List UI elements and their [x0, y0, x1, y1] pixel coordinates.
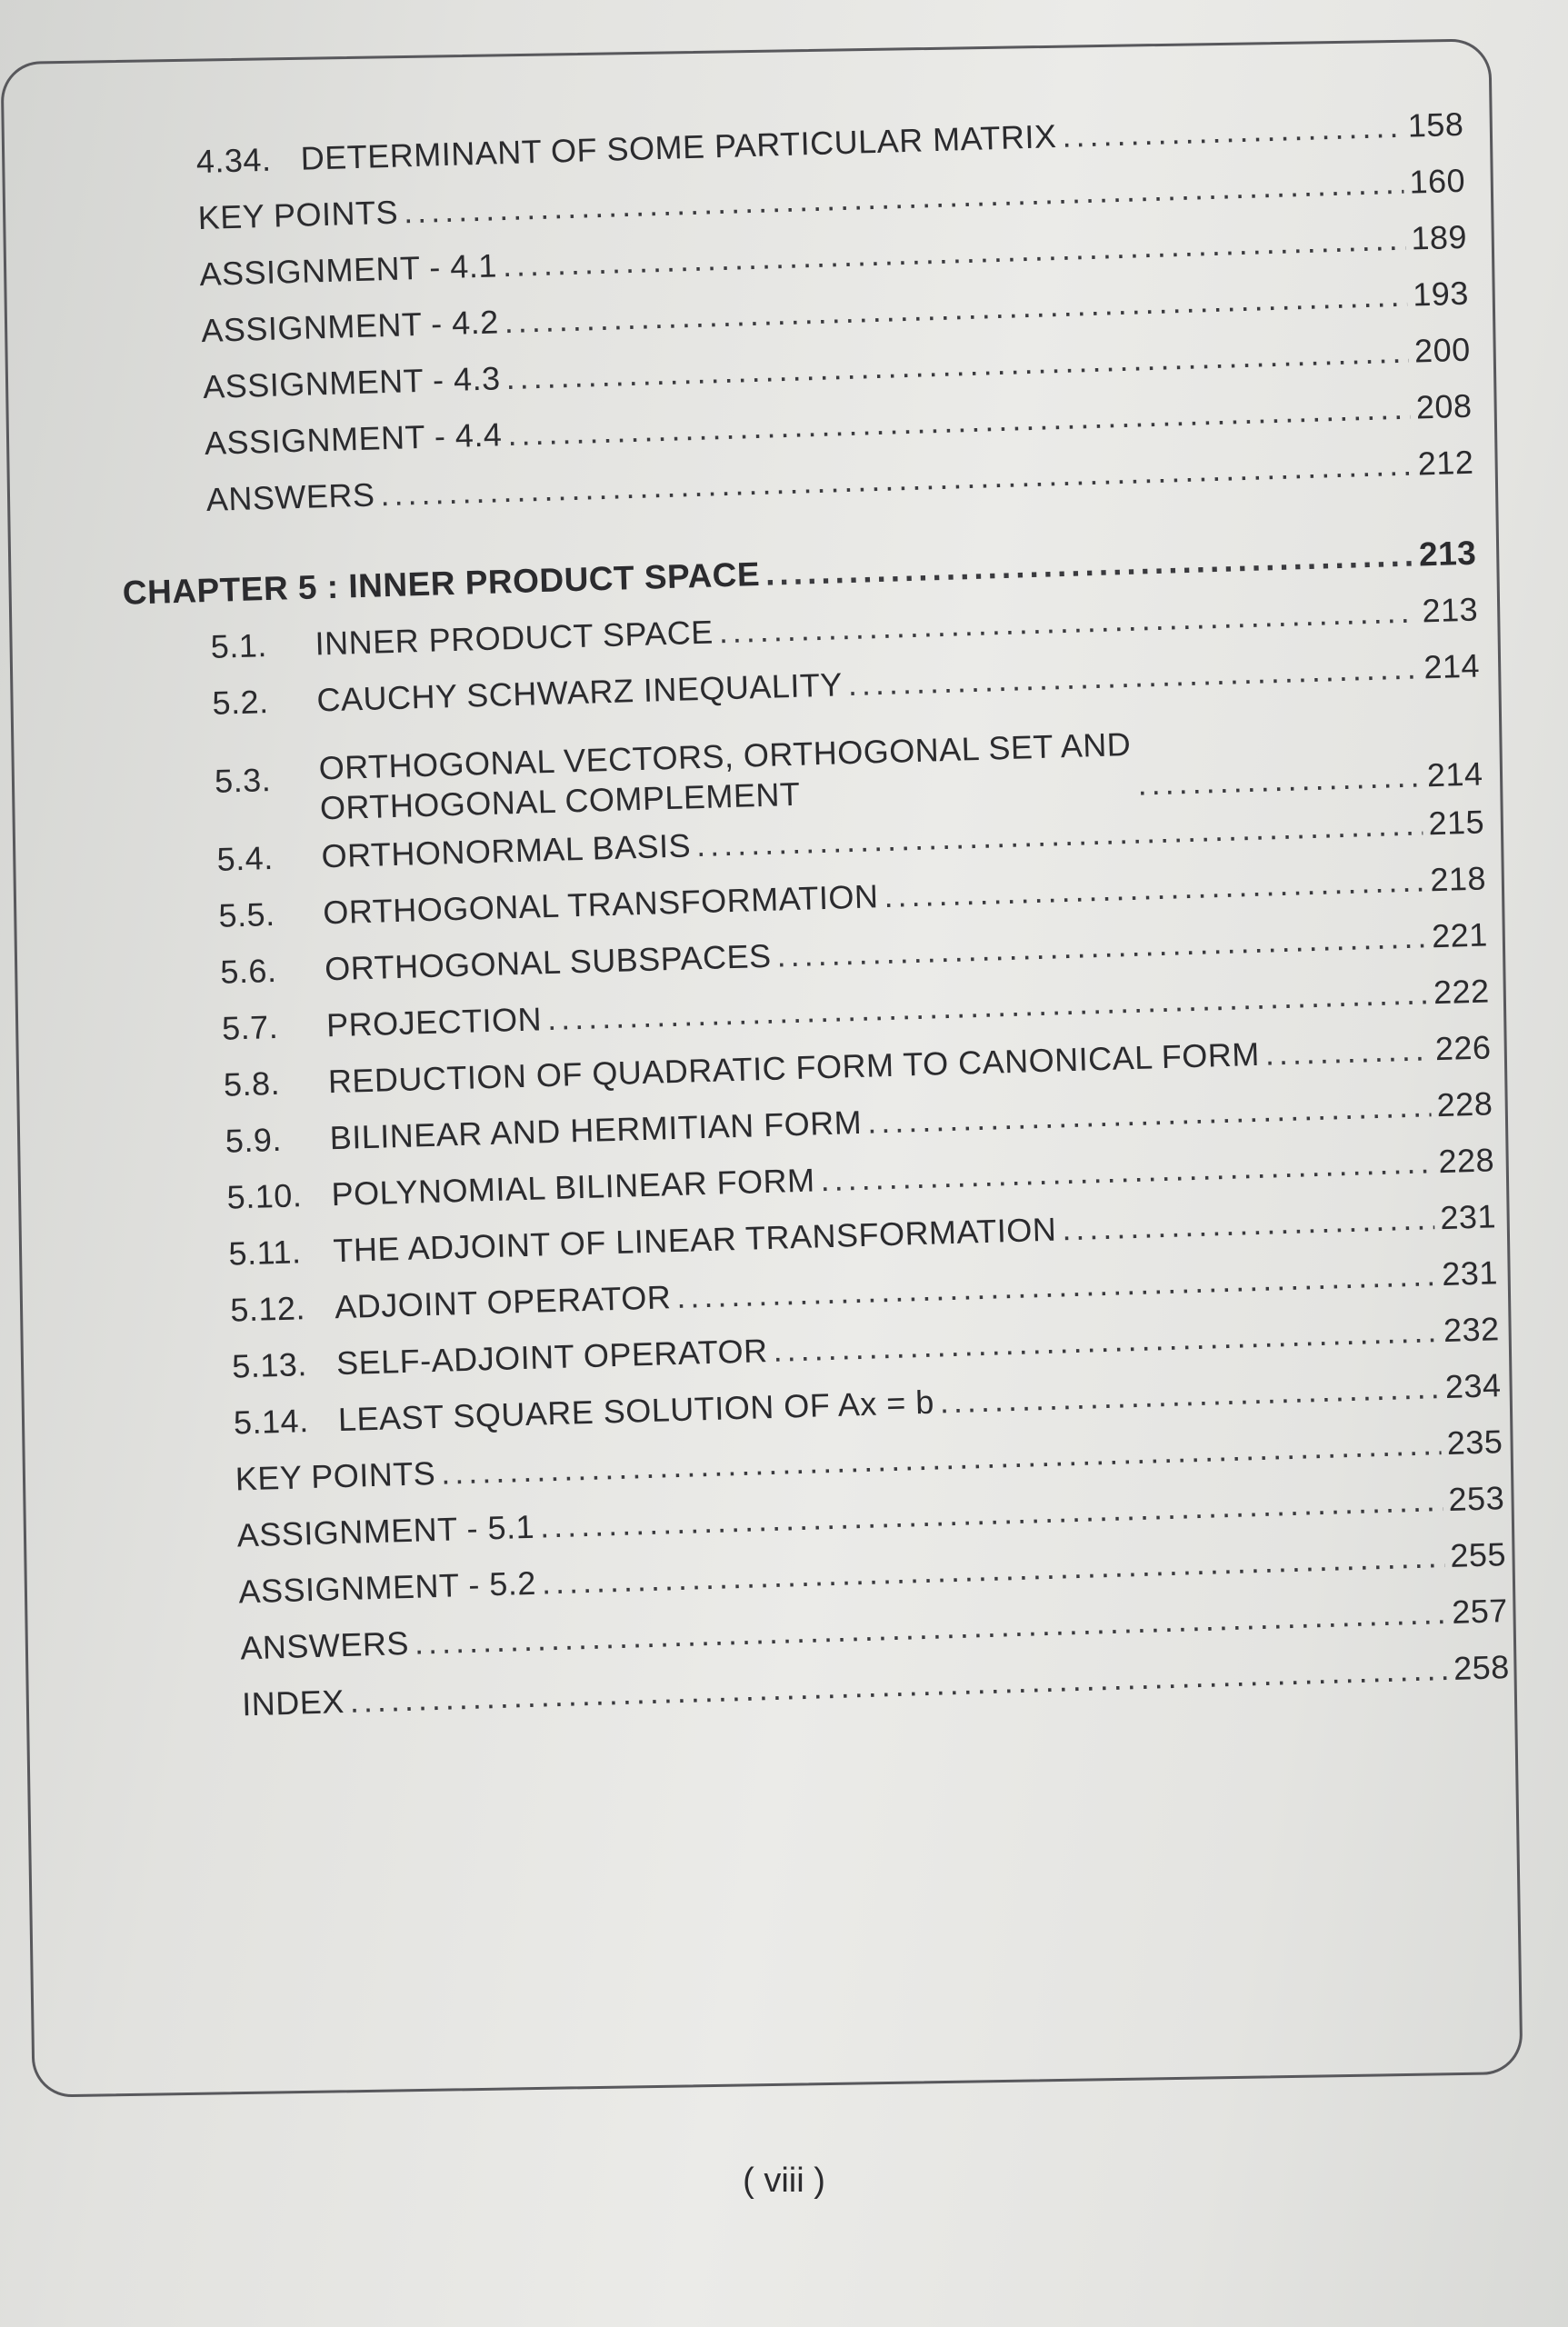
section-number: 5.10.	[226, 1176, 303, 1216]
section-title: ASSIGNMENT - 4.4	[204, 415, 503, 463]
section-title: ASSIGNMENT - 4.1	[198, 246, 498, 294]
section-number: 5.14.	[233, 1402, 310, 1442]
page-number: 234	[1444, 1366, 1503, 1405]
section-title-line-1: ORTHOGONAL VECTORS, ORTHOGONAL SET AND	[318, 724, 1132, 787]
section-title: ASSIGNMENT - 4.2	[200, 303, 500, 350]
section-title: DETERMINANT OF SOME PARTICULAR MATRIX	[300, 117, 1057, 177]
section-title: INNER PRODUCT SPACE	[315, 613, 714, 663]
section-number: 5.8.	[223, 1064, 281, 1104]
section-title: PROJECTION	[325, 1000, 543, 1044]
section-title: CAUCHY SCHWARZ INEQUALITY	[315, 665, 844, 719]
section-number: 4.34.	[195, 140, 273, 181]
page-number: 218	[1429, 859, 1487, 899]
section-title: ADJOINT OPERATOR	[334, 1278, 672, 1326]
section-number: 5.12.	[229, 1289, 306, 1329]
page-number: 228	[1437, 1141, 1495, 1181]
page-number: 214	[1423, 646, 1481, 686]
leader-dots	[1264, 1021, 1431, 1082]
chapter-title: CHAPTER 5 : INNER PRODUCT SPACE	[122, 554, 761, 612]
section-title-line-2: ORTHOGONAL COMPLEMENT	[319, 774, 801, 827]
section-number: 5.2.	[211, 683, 270, 722]
page-number: 235	[1446, 1423, 1503, 1462]
page-number: 215	[1427, 803, 1485, 843]
page-number: 193	[1412, 274, 1470, 314]
section-title: ORTHOGONAL SUBSPACES	[324, 936, 773, 988]
section-number: 5.9.	[225, 1120, 283, 1160]
section-title: ANSWERS	[205, 475, 375, 518]
page-number: 213	[1418, 534, 1477, 574]
page-number: 160	[1408, 161, 1466, 201]
section-title: REDUCTION OF QUADRATIC FORM TO CANONICAL FORM	[327, 1034, 1261, 1101]
section-number: 5.1.	[210, 626, 268, 665]
section-title: THE ADJOINT OF LINEAR TRANSFORMATION	[332, 1210, 1057, 1270]
section-number: 5.5.	[217, 894, 276, 934]
section-title: ASSIGNMENT - 5.2	[237, 1563, 537, 1611]
page-folio: ( viii )	[743, 2162, 825, 2200]
section-title: ASSIGNMENT - 5.1	[236, 1507, 535, 1554]
page-number: 221	[1431, 915, 1489, 955]
section-title: KEY POINTS	[197, 193, 399, 237]
page-number: 231	[1439, 1197, 1497, 1237]
section-number: 5.3.	[214, 761, 272, 800]
section-title: ORTHONORMAL BASIS	[320, 826, 692, 875]
section-title: SELF-ADJOINT OPERATOR	[335, 1332, 769, 1383]
page-number: 212	[1417, 443, 1474, 483]
page-number: 232	[1443, 1310, 1501, 1350]
section-title: POLYNOMIAL BILINEAR FORM	[331, 1161, 816, 1213]
section-number: 5.11.	[227, 1233, 303, 1273]
section-title: LEAST SQUARE SOLUTION OF Ax = b	[337, 1383, 935, 1439]
leader-dots	[1061, 98, 1403, 165]
section-title: ORTHOGONAL TRANSFORMATION	[322, 877, 879, 932]
page-number: 214	[1426, 754, 1484, 794]
page-number: 222	[1433, 972, 1491, 1012]
section-number: 5.7.	[221, 1007, 279, 1047]
page-number: 158	[1407, 105, 1464, 145]
section-title: INDEX	[241, 1683, 345, 1723]
section-title: ASSIGNMENT - 4.3	[202, 359, 502, 406]
page-number: 257	[1451, 1592, 1509, 1631]
section-title: ANSWERS	[239, 1623, 410, 1667]
table-of-contents	[109, 96, 1511, 1735]
page-number: 213	[1421, 590, 1479, 630]
section-title: BILINEAR AND HERMITIAN FORM	[329, 1103, 863, 1157]
page-number: 200	[1413, 330, 1472, 370]
section-number: 5.13.	[231, 1345, 308, 1385]
page-number: 228	[1436, 1084, 1493, 1124]
page-number: 208	[1415, 386, 1473, 426]
page-number: 189	[1410, 217, 1468, 257]
section-title: KEY POINTS	[235, 1454, 436, 1498]
page-number: 258	[1453, 1648, 1511, 1687]
section-number: 5.6.	[219, 951, 277, 991]
page-number: 226	[1434, 1028, 1492, 1068]
page-number: 231	[1441, 1253, 1499, 1293]
page-number: 255	[1449, 1535, 1507, 1574]
section-number: 5.4.	[216, 838, 275, 878]
page-number: 253	[1447, 1479, 1505, 1518]
